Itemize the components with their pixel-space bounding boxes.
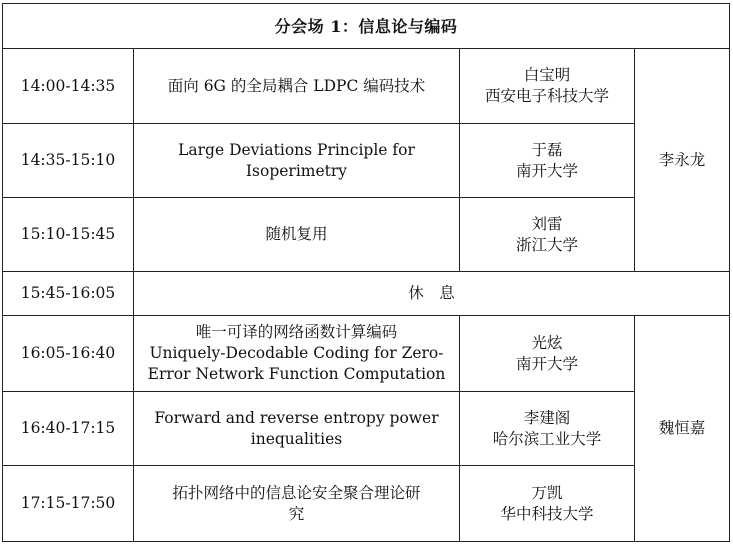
session-row bbox=[3, 49, 730, 124]
talk-title-line: Forward and reverse entropy power bbox=[154, 408, 439, 427]
talk-title-line: 面向 6G 的全局耦合 LDPC 编码技术 bbox=[167, 76, 426, 95]
time-slot: 17:15-17:50 bbox=[3, 466, 134, 542]
speaker-affiliation: 哈尔滨工业大学 bbox=[492, 429, 602, 448]
session-chair: 李永龙 bbox=[635, 49, 730, 272]
speaker-name: 光炫 bbox=[531, 333, 563, 352]
session-row bbox=[3, 198, 730, 272]
talk-title bbox=[134, 316, 460, 392]
speaker-affiliation: 浙江大学 bbox=[515, 235, 578, 254]
session-row bbox=[3, 316, 730, 392]
talk-title-line: 究 bbox=[288, 504, 305, 523]
break-label: 休 息 bbox=[134, 272, 730, 316]
talk-title bbox=[134, 198, 460, 272]
speaker-affiliation: 南开大学 bbox=[515, 354, 578, 373]
session-row bbox=[3, 392, 730, 466]
speaker-name: 于磊 bbox=[531, 140, 563, 159]
speaker-name: 李建阁 bbox=[523, 408, 571, 427]
speaker-name: 刘雷 bbox=[531, 214, 563, 233]
speaker-cell bbox=[460, 198, 635, 272]
talk-title-line: inequalities bbox=[250, 429, 343, 448]
session-title-row bbox=[3, 4, 730, 49]
break-row bbox=[3, 272, 730, 316]
talk-title-line: Large Deviations Principle for bbox=[178, 140, 415, 159]
session-row bbox=[3, 124, 730, 198]
speaker-cell bbox=[460, 124, 635, 198]
session-row bbox=[3, 466, 730, 542]
talk-title bbox=[134, 49, 460, 124]
speaker-cell bbox=[460, 392, 635, 466]
speaker-cell bbox=[460, 316, 635, 392]
session-schedule-table bbox=[2, 3, 730, 542]
time-slot: 16:05-16:40 bbox=[3, 316, 134, 392]
talk-title bbox=[134, 124, 460, 198]
talk-title-line: 拓扑网络中的信息论安全聚合理论研 bbox=[172, 483, 421, 502]
time-slot: 14:35-15:10 bbox=[3, 124, 134, 198]
talk-title bbox=[134, 466, 460, 542]
speaker-cell bbox=[460, 466, 635, 542]
talk-title-line: Isoperimetry bbox=[245, 161, 348, 180]
talk-title bbox=[134, 392, 460, 466]
break-time: 15:45-16:05 bbox=[3, 272, 134, 316]
talk-title-line: 随机复用 bbox=[265, 225, 328, 243]
speaker-cell bbox=[460, 49, 635, 124]
talk-title-line: 唯一可译的网络函数计算编码 bbox=[195, 323, 398, 341]
speaker-affiliation: 南开大学 bbox=[515, 161, 578, 180]
talk-title-line: Error Network Function Computation bbox=[147, 365, 446, 383]
time-slot: 15:10-15:45 bbox=[3, 198, 134, 272]
speaker-name: 白宝明 bbox=[523, 66, 571, 84]
speaker-affiliation: 西安电子科技大学 bbox=[484, 87, 609, 105]
time-slot: 14:00-14:35 bbox=[3, 49, 134, 124]
speaker-affiliation: 华中科技大学 bbox=[500, 504, 594, 523]
time-slot: 16:40-17:15 bbox=[3, 392, 134, 466]
talk-title-line: Uniquely-Decodable Coding for Zero- bbox=[149, 344, 444, 362]
speaker-name: 万凯 bbox=[531, 483, 563, 502]
session-chair: 魏恒嘉 bbox=[635, 316, 730, 542]
session-title: 分会场 1：信息论与编码 bbox=[3, 4, 730, 49]
